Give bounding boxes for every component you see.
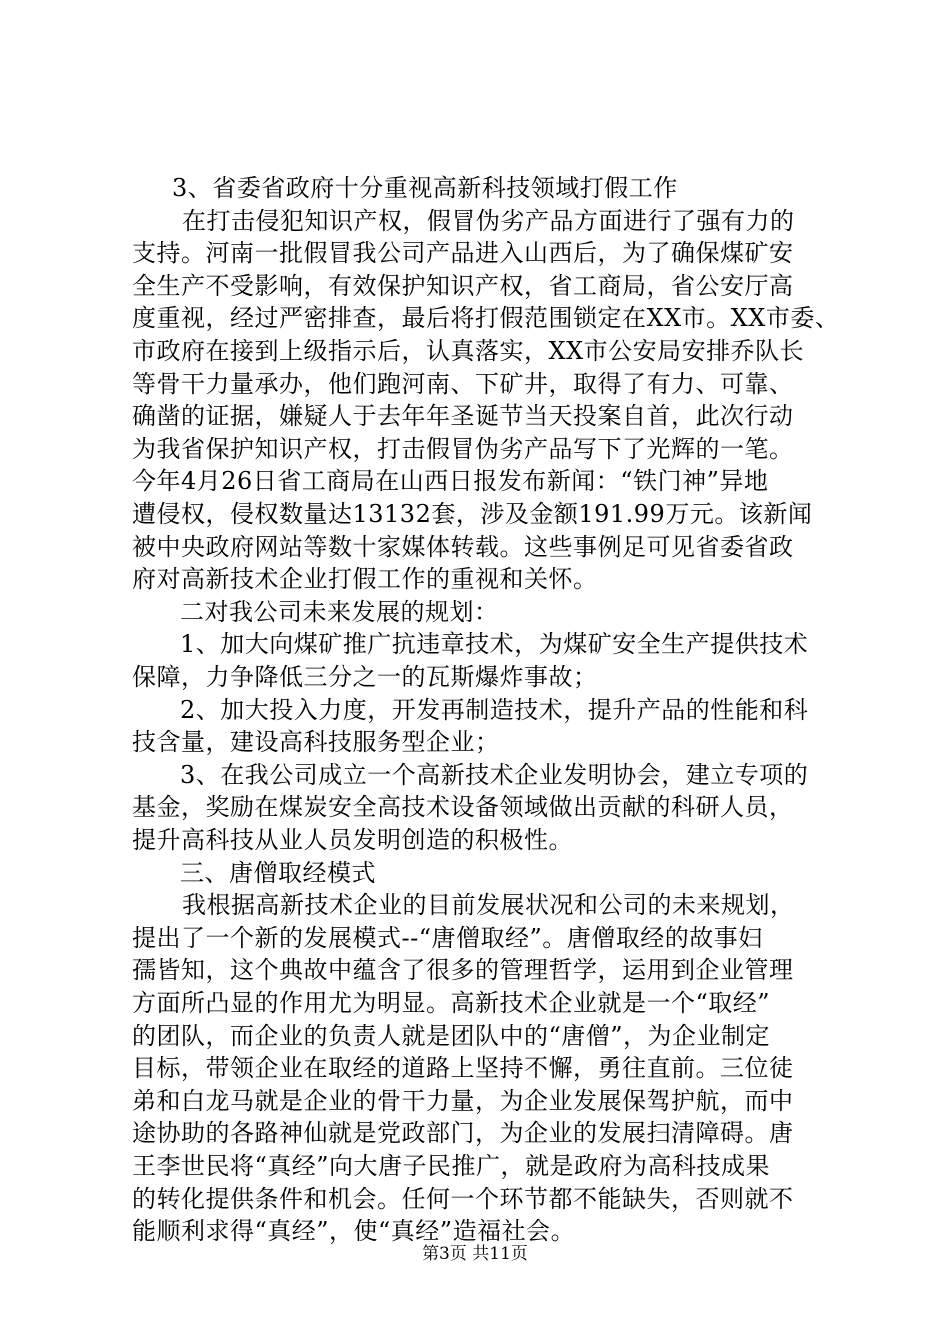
paragraph-line: 提升高科技从业人员发明创造的积极性。 xyxy=(132,826,573,854)
paragraph-line: 技含量，建设高科技服务型企业； xyxy=(132,728,500,757)
paragraph-line: 为我省保护知识产权，打击假冒伪劣产品写下了光辉的一笔。 xyxy=(132,434,794,463)
paragraph-line: 支持。河南一批假冒我公司产品进入山西后，为了确保煤矿安 xyxy=(132,239,794,268)
paragraph-line: 弟和白龙马就是企业的骨干力量，为企业发展保驾护航，而中 xyxy=(132,1086,794,1115)
paragraph-line: 的转化提供条件和机会。任何一个环节都不能缺失，否则就不 xyxy=(132,1184,794,1213)
section-heading: 二对我公司未来发展的规划： xyxy=(180,597,499,626)
paragraph-line: 全生产不受影响，有效保护知识产权，省工商局，省公安厅高 xyxy=(132,271,794,300)
paragraph-line: 确凿的证据，嫌疑人于去年年圣诞节当天投案自首，此次行动 xyxy=(132,402,794,431)
paragraph-line: 在打击侵犯知识产权，假冒伪劣产品方面进行了强有力的 xyxy=(182,206,795,235)
paragraph-line: 市政府在接到上级指示后，认真落实，XX市公安局安排乔队长 xyxy=(132,337,805,365)
paragraph-line: 目标，带领企业在取经的道路上坚持不懈，勇往直前。三位徒 xyxy=(132,1054,794,1083)
paragraph-line: 基金，奖励在煤炭安全高技术设备领域做出贡献的科研人员， xyxy=(132,793,794,822)
list-item: 2、加大投入力度，开发再制造技术，提升产品的性能和科 xyxy=(180,695,809,724)
paragraph-line: 被中央政府网站等数十家媒体转载。这些事例足可见省委省政 xyxy=(132,532,794,561)
paragraph-line: 今年4月26日省工商局在山西日报发布新闻：“铁门神”异地 xyxy=(132,467,769,496)
page-footer: 第3页 共11页 xyxy=(422,1244,528,1264)
paragraph-line: 孺皆知，这个典故中蕴含了很多的管理哲学，运用到企业管理 xyxy=(132,956,794,985)
section-heading: 3、省委省政府十分重视高新科技领域打假工作 xyxy=(172,174,678,202)
paragraph-line: 途协助的各路神仙就是党政部门，为企业的发展扫清障碍。唐 xyxy=(132,1119,794,1148)
section-heading: 三、唐僧取经模式 xyxy=(180,858,376,887)
paragraph-line: 我根据高新技术企业的目前发展状况和公司的未来规划， xyxy=(182,891,795,920)
list-item: 1、加大向煤矿推广抗违章技术，为煤矿安全生产提供技术 xyxy=(180,630,809,659)
paragraph-line: 保障，力争降低三分之一的瓦斯爆炸事故； xyxy=(132,663,598,691)
paragraph-line: 王李世民将“真经”向大唐子民推广，就是政府为高科技成果 xyxy=(132,1152,771,1180)
paragraph-line: 方面所凸显的作用尤为明显。高新技术企业就是一个“取经” xyxy=(132,989,771,1017)
paragraph-line: 度重视，经过严密排查，最后将打假范围锁定在XX市。XX市委、 xyxy=(132,304,840,333)
paragraph-line: 提出了一个新的发展模式--“唐僧取经”。唐僧取经的故事妇 xyxy=(132,923,763,952)
paragraph-line: 府对高新技术企业打假工作的重视和关怀。 xyxy=(132,565,598,594)
paragraph-line: 等骨干力量承办，他们跑河南、下矿井，取得了有力、可靠、 xyxy=(132,369,794,398)
paragraph-line: 遭侵权，侵权数量达13132套，涉及金额191.99万元。该新闻 xyxy=(132,500,813,528)
paragraph-line: 能顺利求得“真经”，使“真经”造福社会。 xyxy=(132,1217,576,1246)
list-item: 3、在我公司成立一个高新技术企业发明协会，建立专项的 xyxy=(180,760,809,789)
paragraph-line: 的团队，而企业的负责人就是团队中的“唐僧”，为企业制定 xyxy=(132,1021,771,1050)
